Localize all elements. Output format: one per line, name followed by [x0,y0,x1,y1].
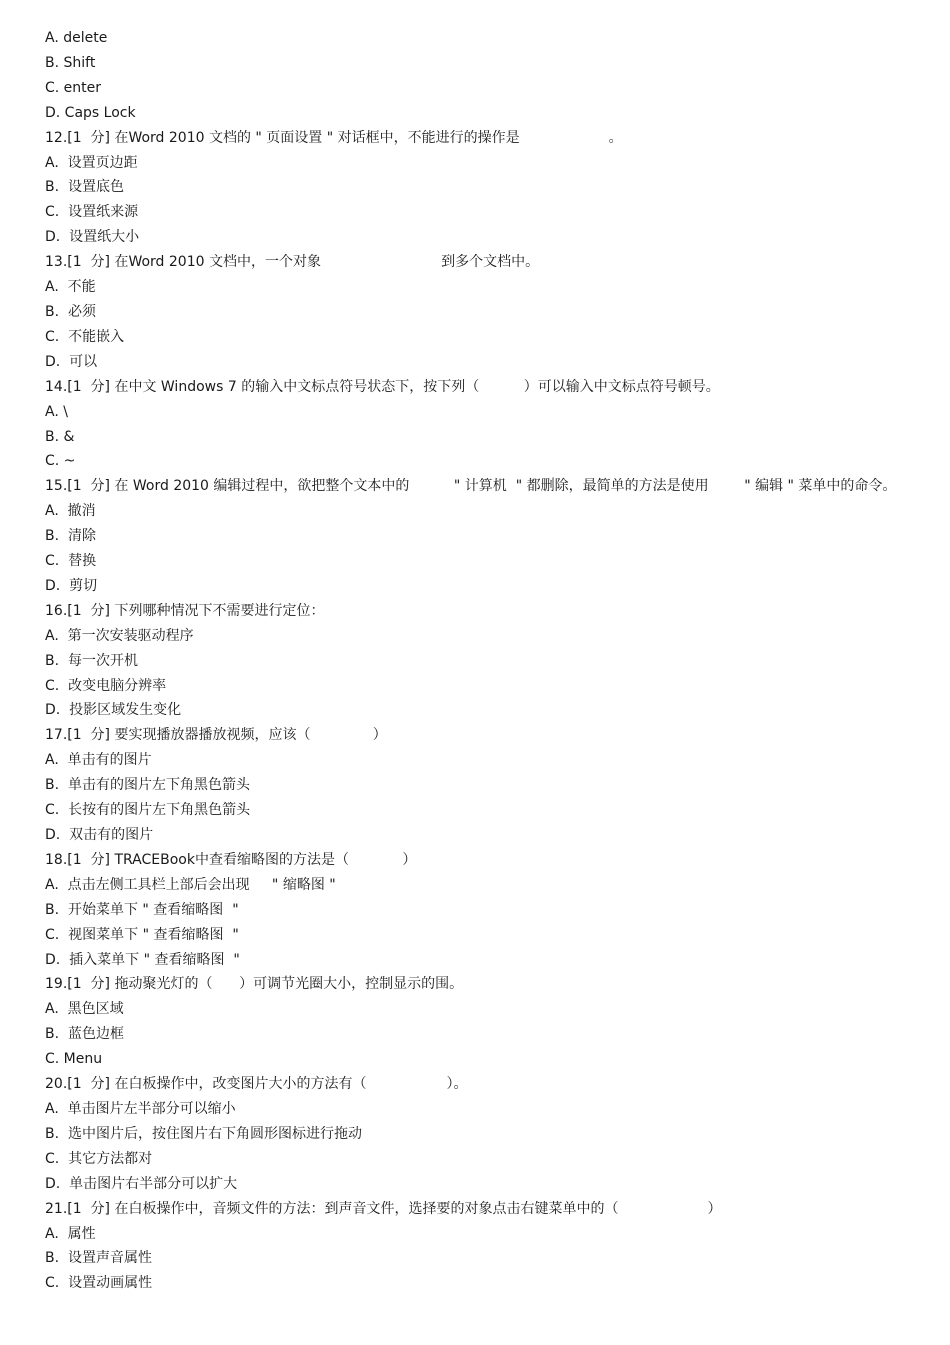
question-13: 13.[1 分] 在Word 2010 文档中，一个对象 到多个文档中。 [45,254,540,271]
option-line: D. 投影区域发生变化 [45,702,182,719]
option-line: D. 剪切 [45,577,98,594]
option-line: A. delete [45,30,108,46]
option-line: C. ~ [45,453,76,470]
option-line: C. 改变电脑分辨率 [45,677,167,694]
question-21: 21.[1 分] 在白板操作中，音频文件的方法：到声音文件，选择要的对象点击右键菜单中的（ ） [45,1200,722,1217]
option-line: A. 不能 [45,279,96,296]
option-line: A. 属性 [45,1225,96,1242]
option-line: B. 必须 [45,303,96,320]
option-line: B. 设置声音属性 [45,1250,152,1267]
option-line: B. 清除 [45,528,96,545]
option-line: D. 设置纸大小 [45,229,140,246]
question-14: 14.[1 分] 在中文 Windows 7 的输入中文标点符号状态下，按下列（ ）可以输入中文标点符号顿号。 [45,378,720,395]
question-19: 19.[1 分] 拖动聚光灯的（ ）可调节光圈大小，控制显示的围。 [45,976,464,993]
question-17: 17.[1 分] 要实现播放器播放视频，应该（ ） [45,727,387,744]
option-line: A. 黑色区域 [45,1001,124,1018]
option-line: C. Menu [45,1051,103,1068]
option-line: D. Caps Lock [45,104,136,121]
option-line: B. 开始菜单下 " 查看缩略图 " [45,901,239,918]
option-line: C. enter [45,79,102,96]
option-line: A. 撤消 [45,503,96,520]
option-line: C. 长按有的图片左下角黑色箭头 [45,802,251,819]
option-line: D. 双击有的图片 [45,827,154,843]
option-line: B. 选中图片后，按住图片右下角圆形图标进行拖动 [45,1125,362,1142]
question-16: 16.[1 分] 下列哪种情况下不需要进行定位： [45,602,325,619]
option-line: B. & [45,428,75,445]
option-line: B. Shift [45,54,96,71]
option-line: C. 其它方法都对 [45,1150,153,1167]
question-15: 15.[1 分] 在 Word 2010 编辑过程中，欲把整个文本中的 " 计算机 " 都删除，最简单的方法是使用 " 编辑 " 菜单中的命令。 [45,478,897,495]
option-line: B. 蓝色边框 [45,1026,124,1043]
option-line: A. 单击图片左半部分可以缩小 [45,1100,236,1117]
option-line: C. 视图菜单下 " 查看缩略图 " [45,926,239,943]
option-line: B. 每一次开机 [45,652,138,669]
option-line: A. 第一次安装驱动程序 [45,627,194,644]
option-line: C. 设置纸来源 [45,204,139,221]
option-line: B. 单击有的图片左下角黑色箭头 [45,777,250,794]
question-12: 12.[1 分] 在Word 2010 文档的 " 页面设置 " 对话框中，不能进行的操作是 。 [45,129,623,146]
question-20: 20.[1 分] 在白板操作中，改变图片大小的方法有（ ）。 [45,1076,468,1093]
option-line: A. \ [45,403,68,420]
option-line: A. 设置页边距 [45,154,138,171]
option-line: A. 点击左侧工具栏上部后会出现 " 缩略图 " [45,876,336,893]
option-line: C. 不能嵌入 [45,328,125,345]
question-list [45,26,905,1296]
option-line: D. 插入菜单下 " 查看缩略图 " [45,951,240,968]
option-line: D. 单击图片右半部分可以扩大 [45,1175,238,1192]
option-line: B. 设置底色 [45,179,124,196]
option-line: D. 可以 [45,353,98,370]
option-line: C. 替换 [45,553,97,570]
option-line: A. 单击有的图片 [45,752,152,769]
option-line: C. 设置动画属性 [45,1275,153,1292]
question-18: 18.[1 分] TRACEBook中查看缩略图的方法是（ ） [45,851,417,868]
